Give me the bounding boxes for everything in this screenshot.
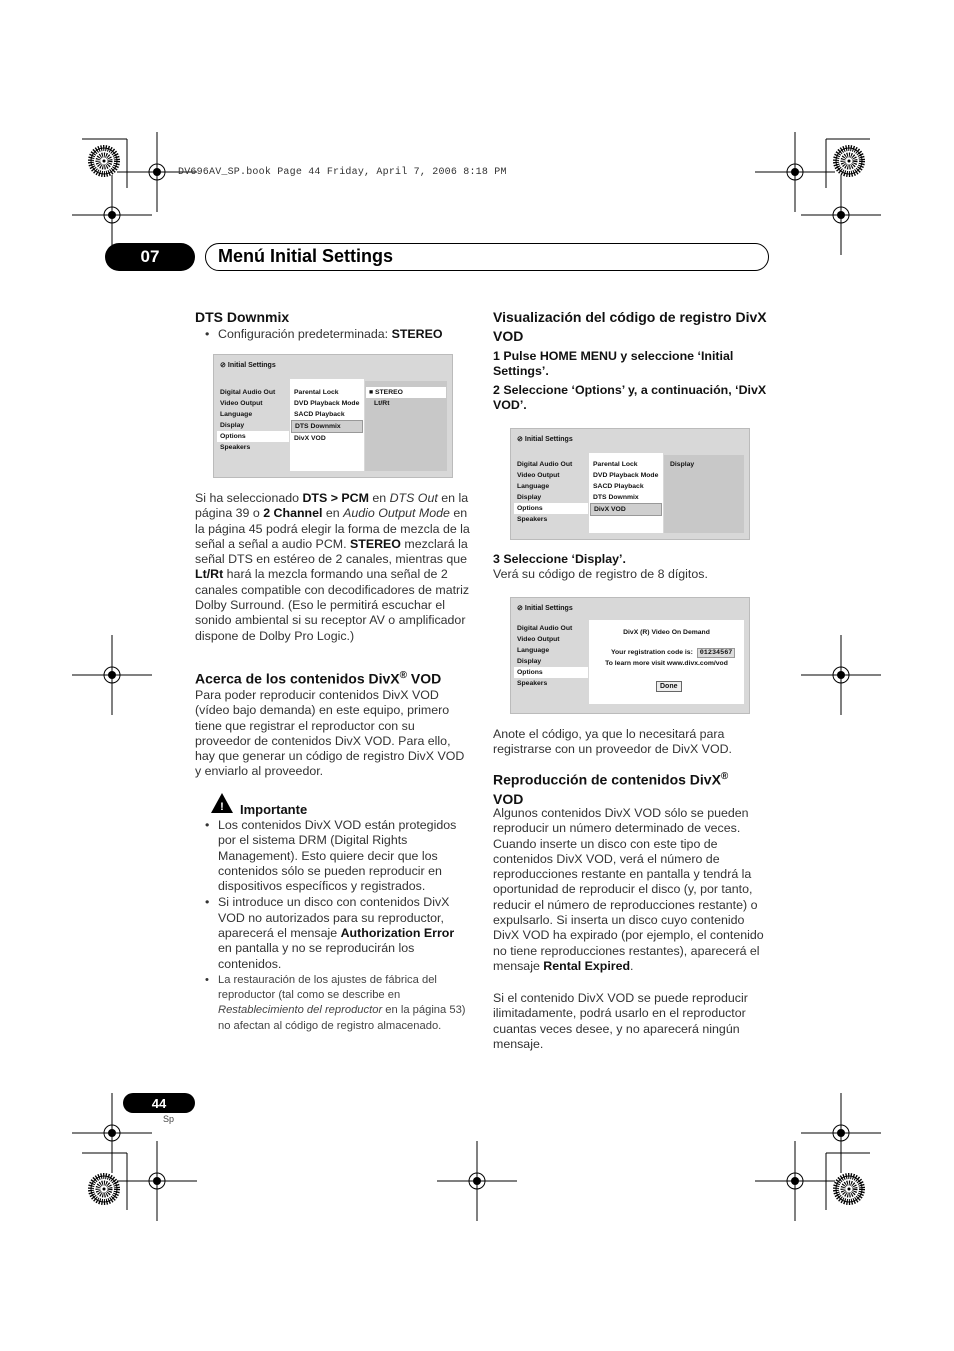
important-item	[195, 973, 471, 1034]
dts-para-run: DTS Out	[389, 491, 438, 505]
important-item	[195, 818, 471, 894]
play-heading: Reproducción de contenidos DivX® VOD	[493, 771, 729, 807]
step-1: 1 Pulse HOME MENU y seleccione ‘Initial Settings’.	[493, 349, 734, 379]
important-item	[195, 895, 471, 971]
step-2: 2 Seleccione ‘Options’ y, a continuación, ‘DivX VOD’.	[493, 383, 767, 413]
screen-dts-downmix: ⊘ Initial Settings Digital Audio Out Video Output Language Display Options Speakers Parental Lock DVD Playback Mode SACD Playback DTS Downmix DivX VOD ■ STEREO Lt/Rt	[213, 354, 453, 478]
registration-code: 01234567	[697, 648, 736, 658]
chapter-title-bar	[205, 243, 769, 271]
vis-heading: Visualización del código de registro DivX VOD	[493, 309, 767, 344]
dts-para-run: en	[368, 491, 390, 505]
chapter-number: 07	[105, 243, 195, 271]
important-item-run: Los contenidos DivX VOD están protegidos por el sistema DRM (Digital Rights Management). Esto quiere decir que los contenidos sólo se pueden reproducir en dispositivos específicos y registrados.	[218, 818, 457, 894]
dts-para-run: hará la mezcla formando una señal de 2 canales compatible con decodificadores de matriz Dolby Surround. (Eso le permitirá escuchar el sonido ambiental si su receptor AV o amplificador dispone de Dolby Pro Logic.)	[195, 567, 470, 643]
disc-icon: ⊘	[220, 362, 226, 369]
screen-options-menu: Parental Lock DVD Playback Mode SACD Playback DTS Downmix DivX VOD	[291, 387, 363, 444]
page-number: 44	[123, 1093, 195, 1113]
dts-para-run: en	[322, 506, 344, 521]
screen-header: ⊘ Initial Settings	[517, 435, 573, 443]
play-para-run: Rental Expired	[543, 958, 631, 973]
divx-heading: Acerca de los contenidos DivX® VOD	[195, 670, 442, 687]
screen-divx-vod: ⊘ Initial Settings Digital Audio Out Video Output Language Display Options Speakers Parental Lock DVD Playback Mode SACD Playback DTS Downmix DivX VOD Display	[510, 428, 750, 540]
play-para-run: Algunos contenidos DivX VOD sólo se pueden reproducir un número determinado de veces. Cuando inserte un disco con este tipo de contenidos DivX VOD, verá el número de reproducciones restante en pantalla y tendrá la oportunidad de reproducir el disco (y, por tanto, reducir el número de reproducciones restante) o expulsarlo. Si inserta un disco cuyo contenido DivX VOD ha expirado (por ejemplo, el contenido no tiene reproducciones restantes), aparecerá el mensaje	[493, 806, 764, 973]
dts-para-run: en la página 45 podrá elegir la forma de mezcla de la señal a señal a audio PCM.	[195, 506, 470, 551]
play-paragraph-1	[493, 806, 771, 974]
book-header: DV696AV_SP.book Page 44 Friday, April 7, 2006 8:18 PM	[178, 167, 507, 178]
important-item-run: Si introduce un disco con contenidos DivX VOD no autorizados para su reproductor, aparecerá el mensaje	[218, 895, 450, 941]
dts-paragraph	[195, 491, 471, 644]
dts-para-run: Audio Output Mode	[343, 506, 450, 521]
svg-text:!: !	[220, 801, 224, 813]
screen-menu: Digital Audio Out Video Output Language Display Options Speakers	[217, 387, 289, 453]
important-item-run: en la página 53) no afectan al código de registro almacenado.	[218, 1004, 466, 1032]
screen-header: ⊘ Initial Settings	[220, 361, 276, 369]
dts-default-value: STEREO	[391, 327, 443, 341]
play-paragraph-2: Si el contenido DivX VOD se puede reproducir ilimitadamente, podrá usarlo en el reproductor cuantas veces desee, y no aparecerá ningún mensaje.	[493, 991, 748, 1051]
dts-para-run: Si ha seleccionado	[195, 491, 303, 505]
play-para-run: .	[630, 958, 634, 973]
chapter-title: Menú Initial Settings	[218, 246, 394, 266]
disc-icon: ⊘	[517, 605, 523, 612]
warning-icon	[210, 792, 234, 814]
important-item-run: Restablecimiento del reproductor	[218, 1004, 383, 1017]
done-button[interactable]: Done	[656, 681, 682, 692]
important-item-run: en pantalla y no se reproducirán los contenidos.	[218, 941, 415, 971]
important-list	[195, 818, 471, 1035]
disc-icon: ⊘	[517, 436, 523, 443]
dts-para-run: Lt/Rt	[195, 567, 224, 582]
important-item-run: Authorization Error	[340, 926, 455, 941]
note-paragraph: Anote el código, ya que lo necesitará para registrarse con un proveedor de DivX VOD.	[493, 727, 732, 757]
dts-para-run: mezclará la señal DTS en estéreo de 2 canales, mientras que	[195, 536, 468, 567]
important-heading: Importante	[240, 802, 308, 817]
language-code: Sp	[163, 1114, 175, 1124]
dts-heading: DTS Downmix	[195, 309, 290, 325]
dts-para-run: STEREO	[349, 536, 401, 551]
dts-para-run: DTS > PCM	[302, 491, 369, 505]
important-item-run: La restauración de los ajustes de fábrica del reproductor (tal como se describe en	[218, 973, 437, 1002]
dts-default	[195, 327, 475, 342]
step-3: 3 Seleccione ‘Display’.	[493, 552, 626, 566]
screen-registration-code: ⊘ Initial Settings Digital Audio Out Video Output Language Display Options Speakers DivX (R) Video On Demand Your registration code is: 01234567 To learn more visit www.divx.com/vod Done	[510, 597, 750, 714]
divx-paragraph: Para poder reproducir contenidos DivX VOD (vídeo bajo demanda) en este equipo, primero tiene que registrar el reproductor con su proveedor de contenidos DivX VOD. Para ello, hay que generar un código de registro DivX VOD y enviarlo al proveedor.	[195, 688, 465, 779]
dts-para-run: 2 Channel	[263, 506, 323, 521]
dts-default-label: Configuración predeterminada:	[218, 327, 392, 341]
screen-header: ⊘ Initial Settings	[517, 604, 573, 612]
dts-para-run: en la página 39 o	[195, 491, 469, 521]
step-3-text: Verá su código de registro de 8 dígitos.	[493, 567, 708, 581]
